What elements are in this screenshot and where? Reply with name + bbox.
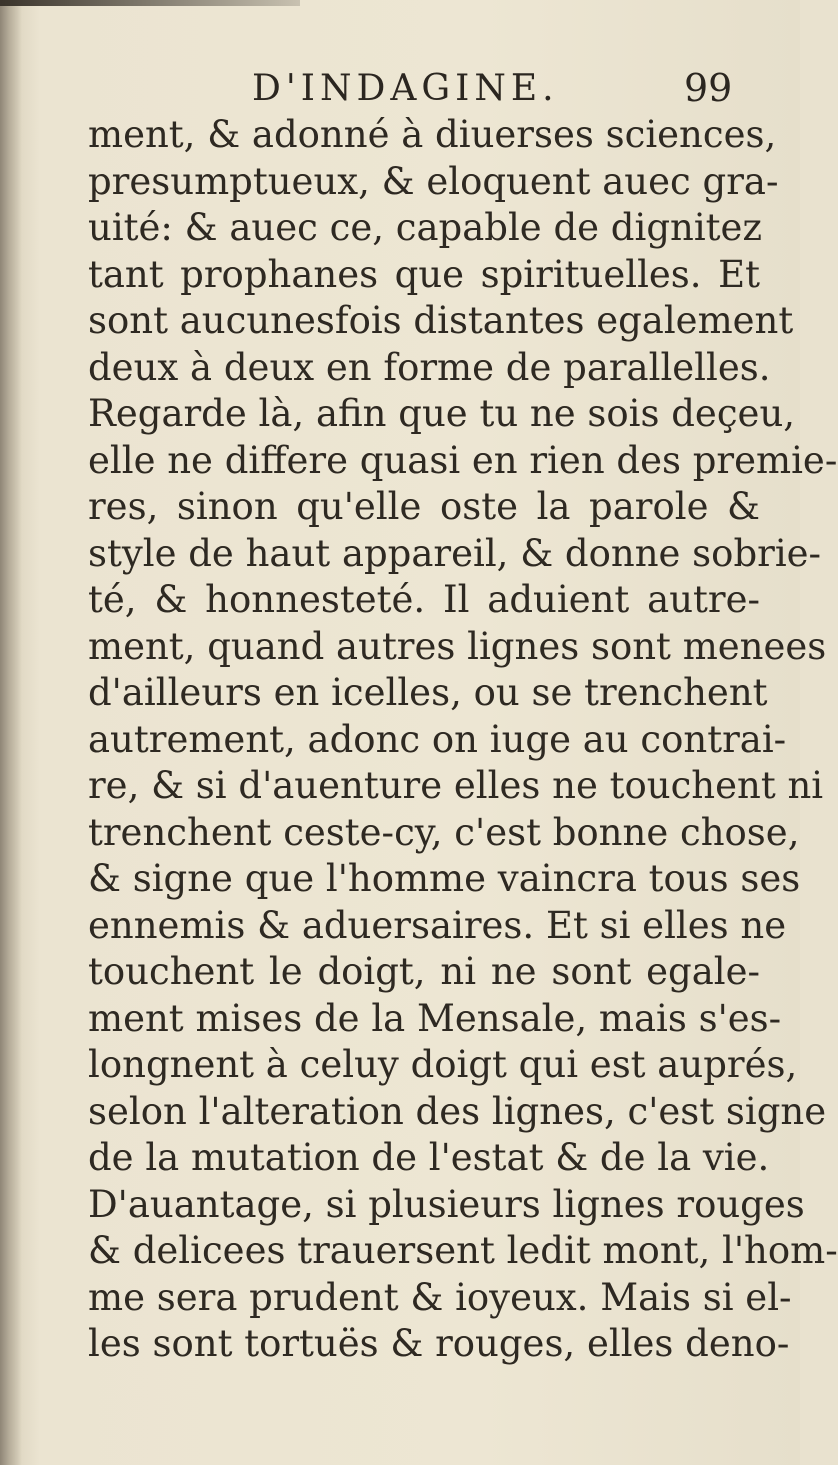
text-line: selon l'alteration des lignes, c'est signe: [88, 1089, 827, 1133]
text-line: ment, quand autres lignes sont menees: [88, 624, 827, 668]
text-line: ennemis & aduersaires. Et si elles ne: [88, 903, 787, 947]
text-line: uité: & auec ce, capable de dignitez: [88, 206, 762, 249]
page-header: [252, 68, 752, 118]
text-line: autrement, adonc on iuge au contrai-: [88, 717, 787, 761]
text-line: trenchent ceste-cy, c'est bonne chose,: [88, 810, 800, 854]
text-line: de la mutation de l'estat & de la vie.: [88, 1136, 770, 1179]
text-line: me sera prudent & ioyeux. Mais si el-: [88, 1275, 792, 1319]
text-line: les sont tortuës & rouges, elles deno-: [88, 1322, 790, 1365]
text-line: presumptueux, & eloquent auec gra-: [88, 159, 779, 203]
top-edge-rule: [0, 0, 300, 6]
text-line: ment mises de la Mensale, mais s'es-: [88, 996, 782, 1040]
text-line: sont aucunesfois distantes egalement: [88, 299, 794, 342]
text-line: tant prophanes que spirituelles. Et: [88, 252, 760, 296]
text-line: té, & honnesteté. Il aduient autre-: [88, 578, 760, 621]
text-line: & signe que l'homme vaincra tous ses: [88, 857, 801, 900]
body-text: [88, 112, 838, 1368]
text-line: longnent à celuy doigt qui est auprés,: [88, 1043, 798, 1086]
running-head: D'INDAGINE.: [252, 68, 559, 109]
text-line: style de haut appareil, & donne sobrie-: [88, 531, 822, 575]
text-line: Regarde là, afin que tu ne sois deçeu,: [88, 392, 796, 435]
text-line: deux à deux en forme de parallelles.: [88, 345, 771, 389]
page-number: 99: [684, 66, 733, 110]
text-line: D'auantage, si plusieurs lignes rouges: [88, 1182, 805, 1226]
page-gutter: [0, 0, 22, 1465]
text-line: & delicees trauersent ledit mont, l'hom-: [88, 1229, 838, 1272]
text-line: d'ailleurs en icelles, ou se trenchent: [88, 671, 768, 714]
text-line: elle ne differe quasi en rien des premie-: [88, 438, 838, 482]
text-line: touchent le doigt, ni ne sont egale-: [88, 950, 760, 993]
text-line: res, sinon qu'elle oste la parole &: [88, 485, 760, 528]
text-line: re, & si d'auenture elles ne touchent ni: [88, 764, 824, 807]
text-line: ment, & adonné à diuerses sciences,: [88, 113, 777, 156]
